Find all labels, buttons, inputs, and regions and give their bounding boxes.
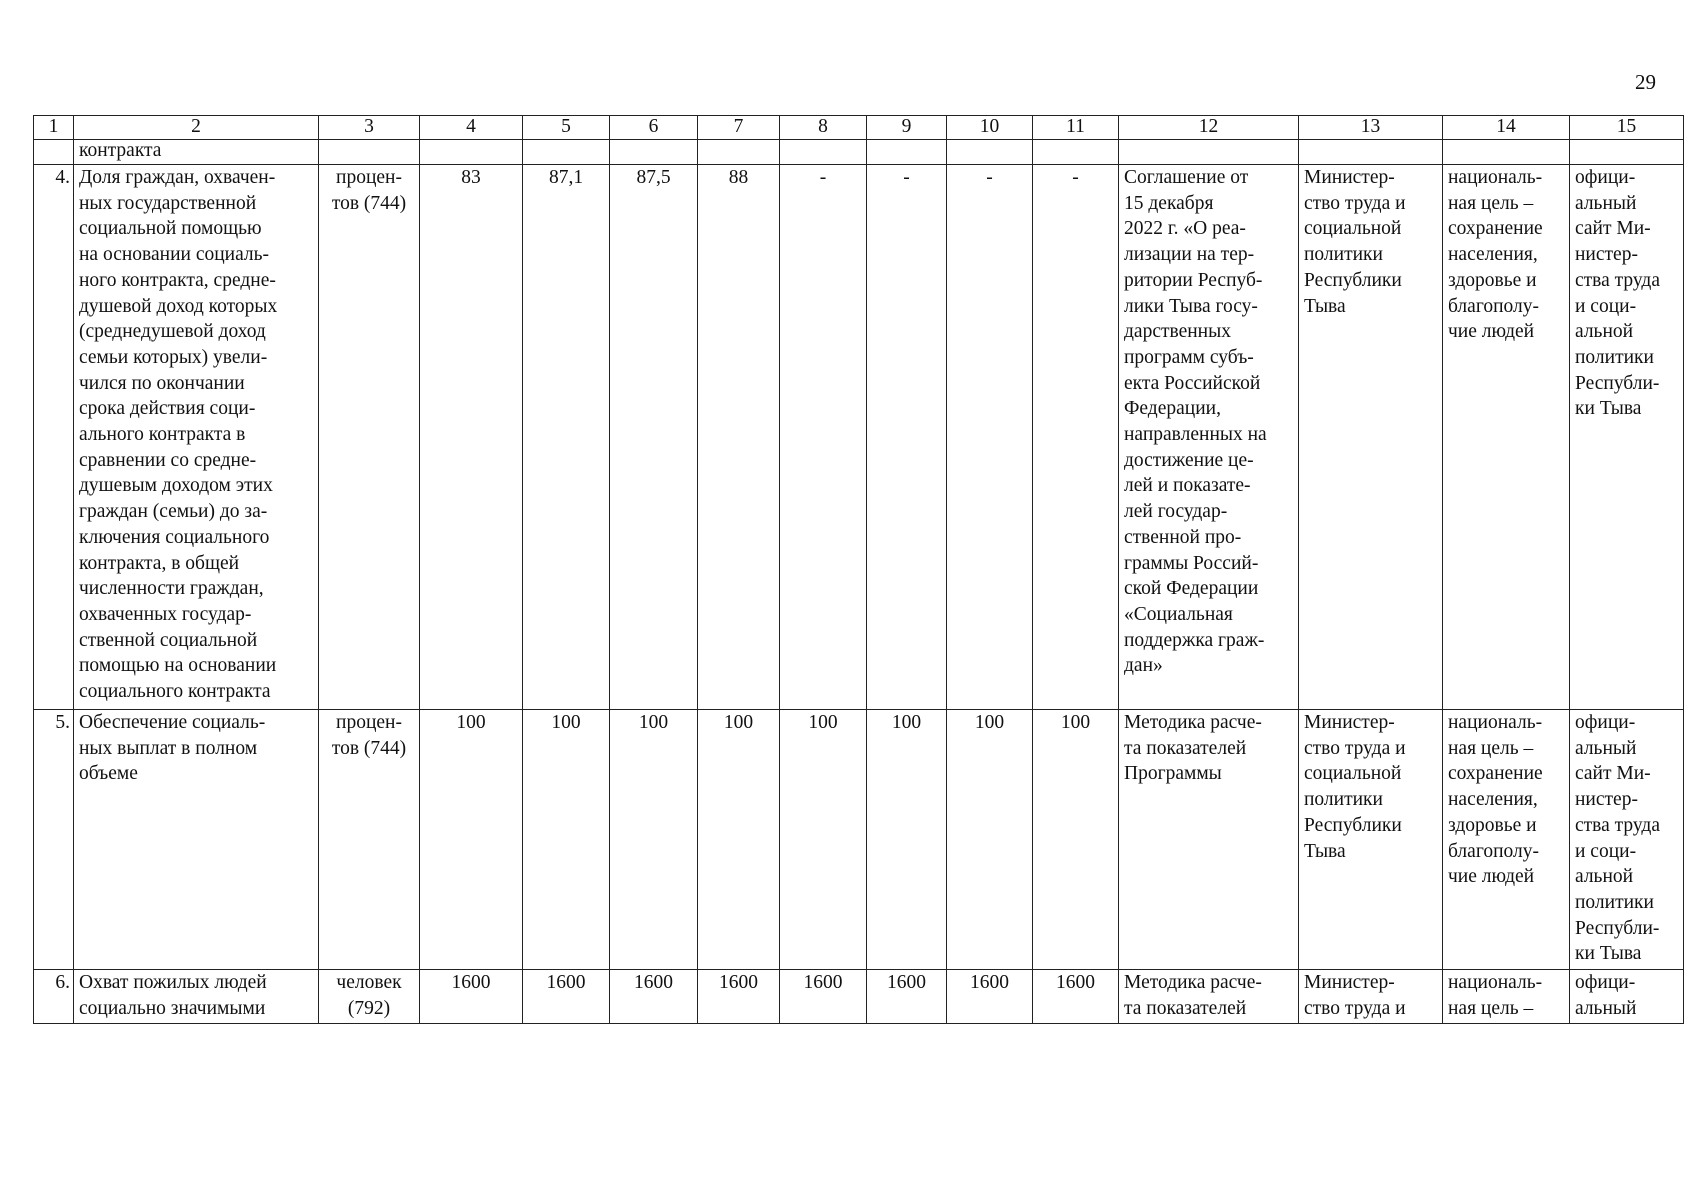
indicator-value: 1600 (867, 970, 947, 1024)
column-number: 14 (1443, 116, 1570, 140)
column-number: 13 (1299, 116, 1443, 140)
continuation-row (34, 140, 1684, 165)
page-number: 29 (1635, 70, 1656, 94)
indicator-value: 100 (780, 710, 867, 970)
empty-cell (780, 140, 867, 165)
empty-cell (947, 140, 1033, 165)
table-row (34, 710, 1684, 970)
indicator-value: 87,5 (610, 165, 698, 710)
indicator-value: 83 (420, 165, 523, 710)
column-number: 10 (947, 116, 1033, 140)
column-number: 6 (610, 116, 698, 140)
national-goal: националь- ная цель – сохранение населения, здоровье и благополу- чие людей (1443, 710, 1570, 970)
indicator-value: 100 (523, 710, 610, 970)
basis-document: Методика расче- та показателей (1119, 970, 1299, 1024)
indicator-name: Обеспечение социаль- ных выплат в полном объеме (74, 710, 319, 970)
empty-cell (420, 140, 523, 165)
indicator-name: Охват пожилых людей социально значимыми (74, 970, 319, 1024)
column-number: 9 (867, 116, 947, 140)
indicator-value: 100 (420, 710, 523, 970)
empty-cell (610, 140, 698, 165)
column-number: 8 (780, 116, 867, 140)
basis-document: Соглашение от 15 декабря 2022 г. «О реа- лизации на тер- ритории Респуб- лики Тыва госу- дарственных программ субъ- екта Российской Федерации, направленных на достижение це- лей и показате- лей государ- ственной про- граммы Россий- ской Федерации «Социальная поддержка граж- дан» (1119, 165, 1299, 710)
column-number: 12 (1119, 116, 1299, 140)
column-number: 15 (1570, 116, 1684, 140)
empty-cell (1570, 140, 1684, 165)
information-source: офици- альный (1570, 970, 1684, 1024)
indicator-value: - (867, 165, 947, 710)
row-number: 6. (34, 970, 74, 1024)
row-number: 5. (34, 710, 74, 970)
indicator-value: 1600 (780, 970, 867, 1024)
empty-cell (698, 140, 780, 165)
responsible-body: Министер- ство труда и (1299, 970, 1443, 1024)
responsible-body: Министер- ство труда и социальной политики Республики Тыва (1299, 165, 1443, 710)
unit-of-measure: процен- тов (744) (319, 710, 420, 970)
empty-cell (34, 140, 74, 165)
table-row (34, 165, 1684, 710)
indicator-value: 100 (1033, 710, 1119, 970)
empty-cell (319, 140, 420, 165)
information-source: офици- альный сайт Ми- нистер- ства труда и соци- альной политики Республи- ки Тыва (1570, 165, 1684, 710)
column-number: 1 (34, 116, 74, 140)
indicators-table (33, 115, 1684, 1024)
column-number: 3 (319, 116, 420, 140)
column-number-row (34, 116, 1684, 140)
national-goal: националь- ная цель – сохранение населения, здоровье и благополу- чие людей (1443, 165, 1570, 710)
information-source: офици- альный сайт Ми- нистер- ства труда и соци- альной политики Республи- ки Тыва (1570, 710, 1684, 970)
empty-cell (867, 140, 947, 165)
empty-cell (1033, 140, 1119, 165)
column-number: 11 (1033, 116, 1119, 140)
indicator-value: 1600 (523, 970, 610, 1024)
indicator-value: - (947, 165, 1033, 710)
column-number: 7 (698, 116, 780, 140)
empty-cell (1119, 140, 1299, 165)
column-number: 4 (420, 116, 523, 140)
indicator-value: - (1033, 165, 1119, 710)
empty-cell (523, 140, 610, 165)
unit-of-measure: человек (792) (319, 970, 420, 1024)
empty-cell (1443, 140, 1570, 165)
indicator-value: 100 (698, 710, 780, 970)
national-goal: националь- ная цель – (1443, 970, 1570, 1024)
indicator-value: 1600 (420, 970, 523, 1024)
indicator-value: - (780, 165, 867, 710)
indicator-value: 1600 (698, 970, 780, 1024)
responsible-body: Министер- ство труда и социальной политики Республики Тыва (1299, 710, 1443, 970)
indicator-value: 1600 (610, 970, 698, 1024)
indicator-name: Доля граждан, охвачен- ных государственной социальной помощью на основании социаль- ного контракта, средне- душевой доход которых (среднедушевой доход семьи которых) увели- чился по окончании срока действия соци- ального контракта в сравнении со средне- душевым доходом этих граждан (семьи) до за- ключения социального контракта, в общей численности граждан, охваченных государ- ственной социальной помощью на основании социального контракта (74, 165, 319, 710)
indicator-value: 100 (867, 710, 947, 970)
unit-of-measure: процен- тов (744) (319, 165, 420, 710)
indicator-value: 100 (610, 710, 698, 970)
continuation-text: контракта (74, 140, 319, 165)
row-number: 4. (34, 165, 74, 710)
empty-cell (1299, 140, 1443, 165)
indicator-value: 1600 (1033, 970, 1119, 1024)
indicator-value: 1600 (947, 970, 1033, 1024)
basis-document: Методика расче- та показателей Программы (1119, 710, 1299, 970)
column-number: 2 (74, 116, 319, 140)
indicator-value: 100 (947, 710, 1033, 970)
table-row (34, 970, 1684, 1024)
indicator-value: 87,1 (523, 165, 610, 710)
indicator-value: 88 (698, 165, 780, 710)
column-number: 5 (523, 116, 610, 140)
